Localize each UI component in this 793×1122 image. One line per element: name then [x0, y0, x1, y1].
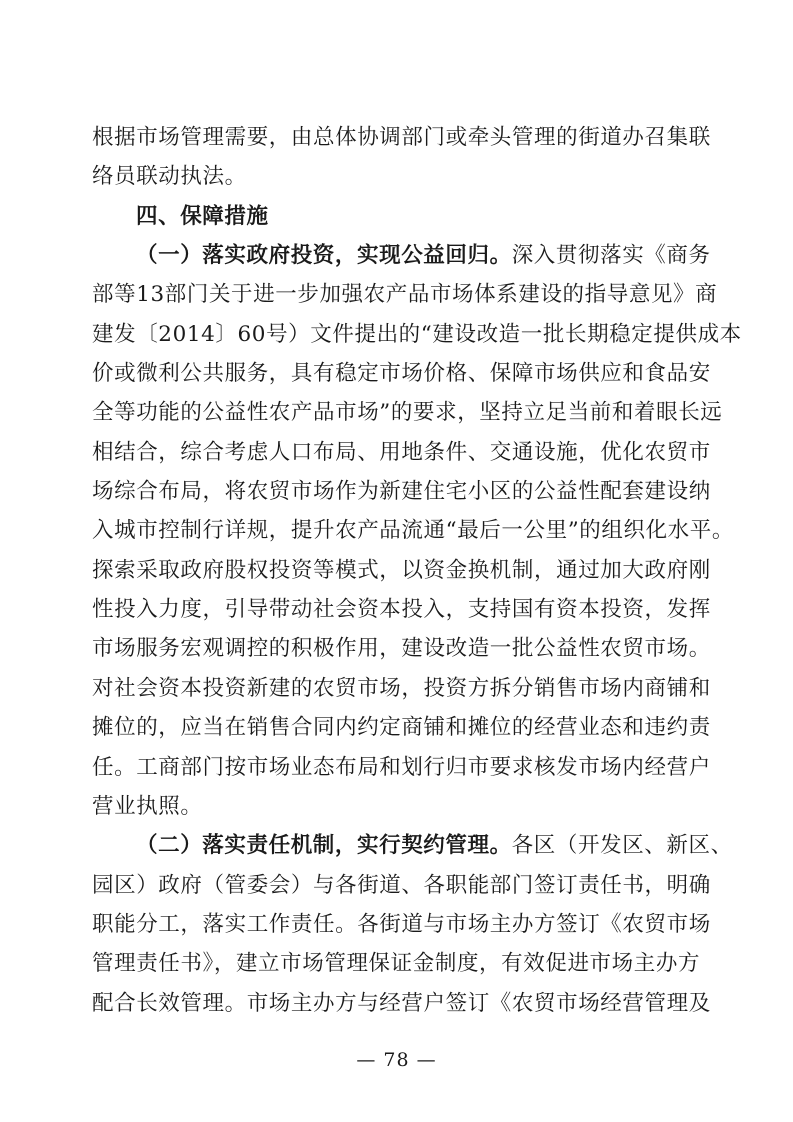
paragraph-line: 管理责任书》，建立市场管理保证金制度，有效促进市场主办方	[92, 951, 701, 977]
paragraph-line: 园区）政府（管委会）与各街道、各职能部门签订责任书，明确	[92, 872, 711, 898]
section-heading: 四、保障措施	[136, 203, 269, 229]
paragraph-line: 职能分工，落实工作责任。各街道与市场主办方签订《农贸市场	[92, 911, 711, 937]
paragraph-line: 建发〔2014〕60号）文件提出的“建设改造一批长期稳定提供成本	[92, 321, 742, 347]
paragraph-line: 相结合，综合考虑人口布局、用地条件、交通设施，优化农贸市	[92, 439, 711, 465]
subsection-title: （一）落实政府投资，实现公益回归。	[136, 243, 512, 269]
paragraph-line: 探索采取政府股权投资等模式，以资金换机制，通过加大政府刚	[92, 557, 711, 583]
paragraph-line: 全等功能的公益性农产品市场”的要求，坚持立足当前和着眼长远	[92, 400, 723, 426]
paragraph-text: 深入贯彻落实《商务	[511, 243, 711, 269]
paragraph-line: 络员联动执法。	[92, 164, 247, 190]
paragraph-line	[92, 236, 711, 275]
paragraph-line: 性投入力度，引导带动社会资本投入，支持国有资本投资，发挥	[92, 597, 711, 623]
paragraph-line	[92, 826, 733, 865]
paragraph-line: 配合长效管理。市场主办方与经营户签订《农贸市场经营管理及	[92, 990, 711, 1016]
paragraph-line: 对社会资本投资新建的农贸市场，投资方拆分销售市场内商铺和	[92, 675, 711, 701]
paragraph-text: 各区（开发区、新区、	[511, 833, 733, 859]
paragraph-line: 摊位的，应当在销售合同内约定商铺和摊位的经营业态和违约责	[92, 715, 711, 741]
paragraph-line: 营业执照。	[92, 793, 203, 819]
page-number: — 78 —	[356, 1049, 437, 1071]
paragraph-line: 任。工商部门按市场业态布局和划行归市要求核发市场内经营户	[92, 754, 711, 780]
paragraph-line: 场综合布局，将农贸市场作为新建住宅小区的公益性配套建设纳	[92, 479, 711, 505]
subsection-title: （二）落实责任机制，实行契约管理。	[136, 833, 512, 859]
paragraph-line: 部等13部门关于进一步加强农产品市场体系建设的指导意见》商	[92, 282, 718, 308]
paragraph-line: 市场服务宏观调控的积极作用，建设改造一批公益性农贸市场。	[92, 636, 711, 662]
paragraph-line: 入城市控制行详规，提升农产品流通“最后一公里”的组织化水平。	[92, 518, 734, 544]
paragraph-line: 价或微利公共服务，具有稳定市场价格、保障市场供应和食品安	[92, 361, 711, 387]
paragraph-line: 根据市场管理需要，由总体协调部门或牵头管理的街道办召集联	[92, 125, 711, 150]
body-text	[92, 118, 742, 1023]
